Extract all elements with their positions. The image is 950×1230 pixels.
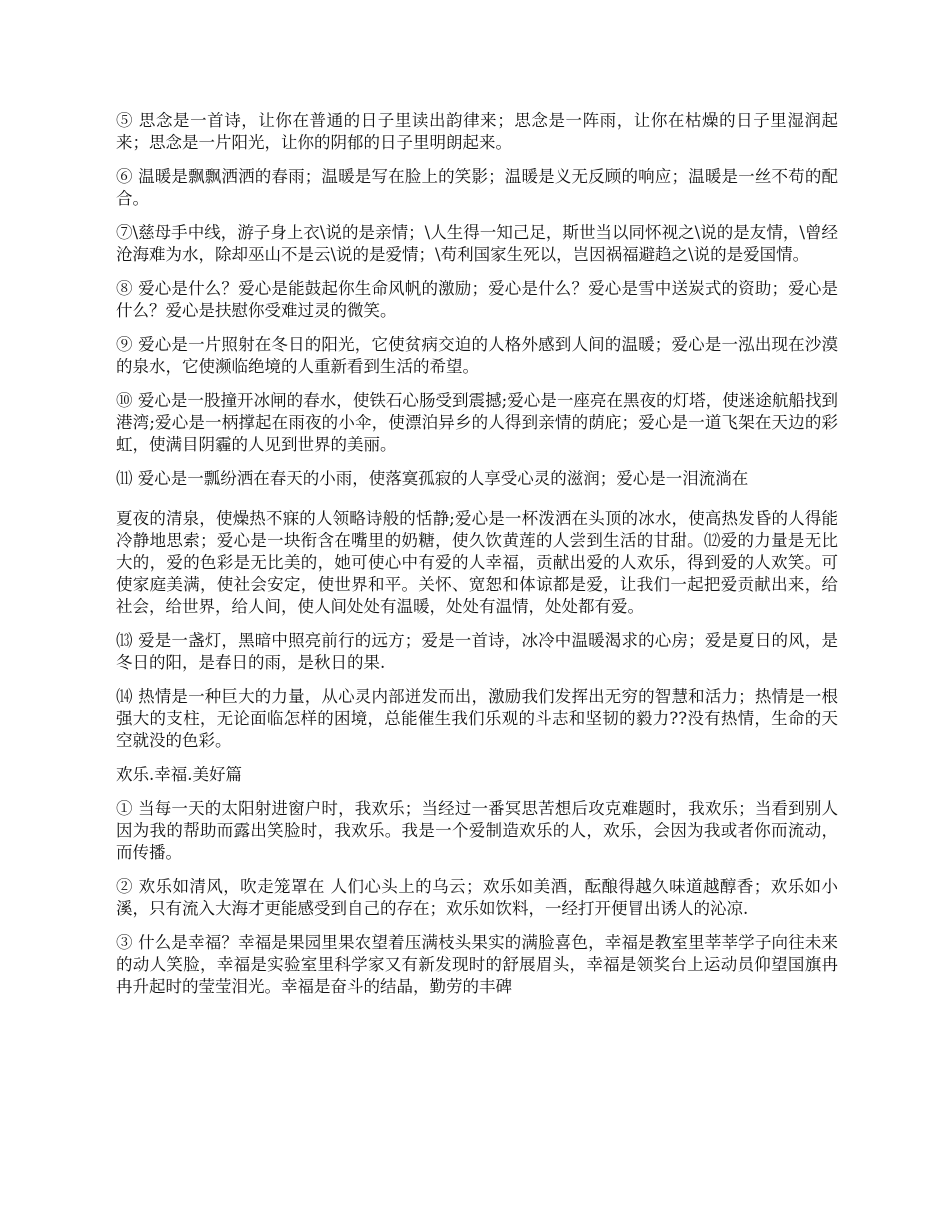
- paragraph-6: ⑥ 温暖是飘飘洒洒的春雨；温暖是写在脸上的笑影；温暖是义无反顾的响应；温暖是一丝不苟的配合。: [116, 167, 838, 208]
- paragraph-7: ⑦\慈母手中线，游子身上衣\说的是亲情；\人生得一知己足，斯世当以同怀视之\说的是友情，\曾经沧海难为水，除却巫山不是云\说的是爱情；\苟利国家生死以，岂因祸福避趋之\说的是爱国情。: [116, 223, 838, 264]
- paragraph-5: ⑤ 思念是一首诗，让你在普通的日子里读出韵律来；思念是一阵雨，让你在枯燥的日子里湿润起来；思念是一片阳光，让你的阴郁的日子里明朗起来。: [116, 111, 838, 152]
- section-paragraph-1: ① 当每一天的太阳射进窗户时，我欢乐；当经过一番冥思苦想后攻克难题时，我欢乐；当看到别人因为我的帮助而露出笑脸时，我欢乐。我是一个爱制造欢乐的人，欢乐，会因为我或者你而流动，而传播。: [116, 799, 838, 862]
- section-paragraph-2: ② 欢乐如清风，吹走笼罩在 人们心头上的乌云；欢乐如美酒，酝酿得越久味道越醇香；欢乐如小溪，只有流入大海才更能感受到自己的存在；欢乐如饮料，一经打开便冒出诱人的沁凉.: [116, 877, 838, 918]
- paragraph-11-continued: 夏夜的清泉，使燥热不寐的人领略诗般的恬静;爱心是一杯泼洒在头顶的冰水，使高热发昏的人得能冷静地思索；爱心是一块衔含在嘴里的奶糖，使久饮黄莲的人尝到生活的甘甜。⑿爱的力量是无比大的，爱的色彩是无比美的，她可使心中有爱的人幸福，贡献出爱的人欢乐，得到爱的人欢笑。可使家庭美满，使社会安定，使世界和平。关怀、宽恕和体谅都是爱，让我们一起把爱贡献出来，给社会，给世界，给人间，使人间处处有温暖，处处有温情，处处都有爱。: [116, 509, 838, 616]
- paragraph-14: ⒁ 热情是一种巨大的力量，从心灵内部迸发而出，激励我们发挥出无穷的智慧和活力；热情是一根强大的支柱，无论面临怎样的困境，总能催生我们乐观的斗志和坚韧的毅力??没有热情，生命的天空就没的色彩。: [116, 687, 838, 750]
- paragraph-8: ⑧ 爱心是什么？爱心是能鼓起你生命风帆的激励；爱心是什么？爱心是雪中送炭式的资助；爱心是什么？爱心是扶慰你受难过灵的微笑。: [116, 279, 838, 320]
- paragraph-11: ⑾ 爱心是一瓢纷洒在春天的小雨，使落寞孤寂的人享受心灵的滋润；爱心是一泪流淌在: [116, 469, 749, 488]
- document-page: [116, 110, 838, 1010]
- section-paragraph-3: ③ 什么是幸福？幸福是果园里果农望着压满枝头果实的满脸喜色，幸福是教室里莘莘学子向往未来的动人笑脸，幸福是实验室里科学家又有新发现时的舒展眉头，幸福是领奖台上运动员仰望国旗冉冉升起时的莹莹泪光。幸福是奋斗的结晶，勤劳的丰碑: [116, 933, 838, 996]
- section-heading: 欢乐.幸福.美好篇: [116, 765, 242, 784]
- paragraph-10: ⑩ 爱心是一股撞开冰闸的春水，使铁石心肠受到震撼;爱心是一座亮在黑夜的灯塔，使迷途航船找到港湾;爱心是一柄撑起在雨夜的小伞，使漂泊异乡的人得到亲情的荫庇；爱心是一道飞架在天边的彩虹，使满目阴霾的人见到世界的美丽。: [116, 391, 838, 454]
- paragraph-13: ⒀ 爱是一盏灯，黑暗中照亮前行的远方；爱是一首诗，冰冷中温暖渴求的心房；爱是夏日的风，是冬日的阳，是春日的雨，是秋日的果.: [116, 631, 838, 672]
- paragraph-9: ⑨ 爱心是一片照射在冬日的阳光，它使贫病交迫的人格外感到人间的温暖；爱心是一泓出现在沙漠的泉水，它使濒临绝境的人重新看到生活的希望。: [116, 335, 838, 376]
